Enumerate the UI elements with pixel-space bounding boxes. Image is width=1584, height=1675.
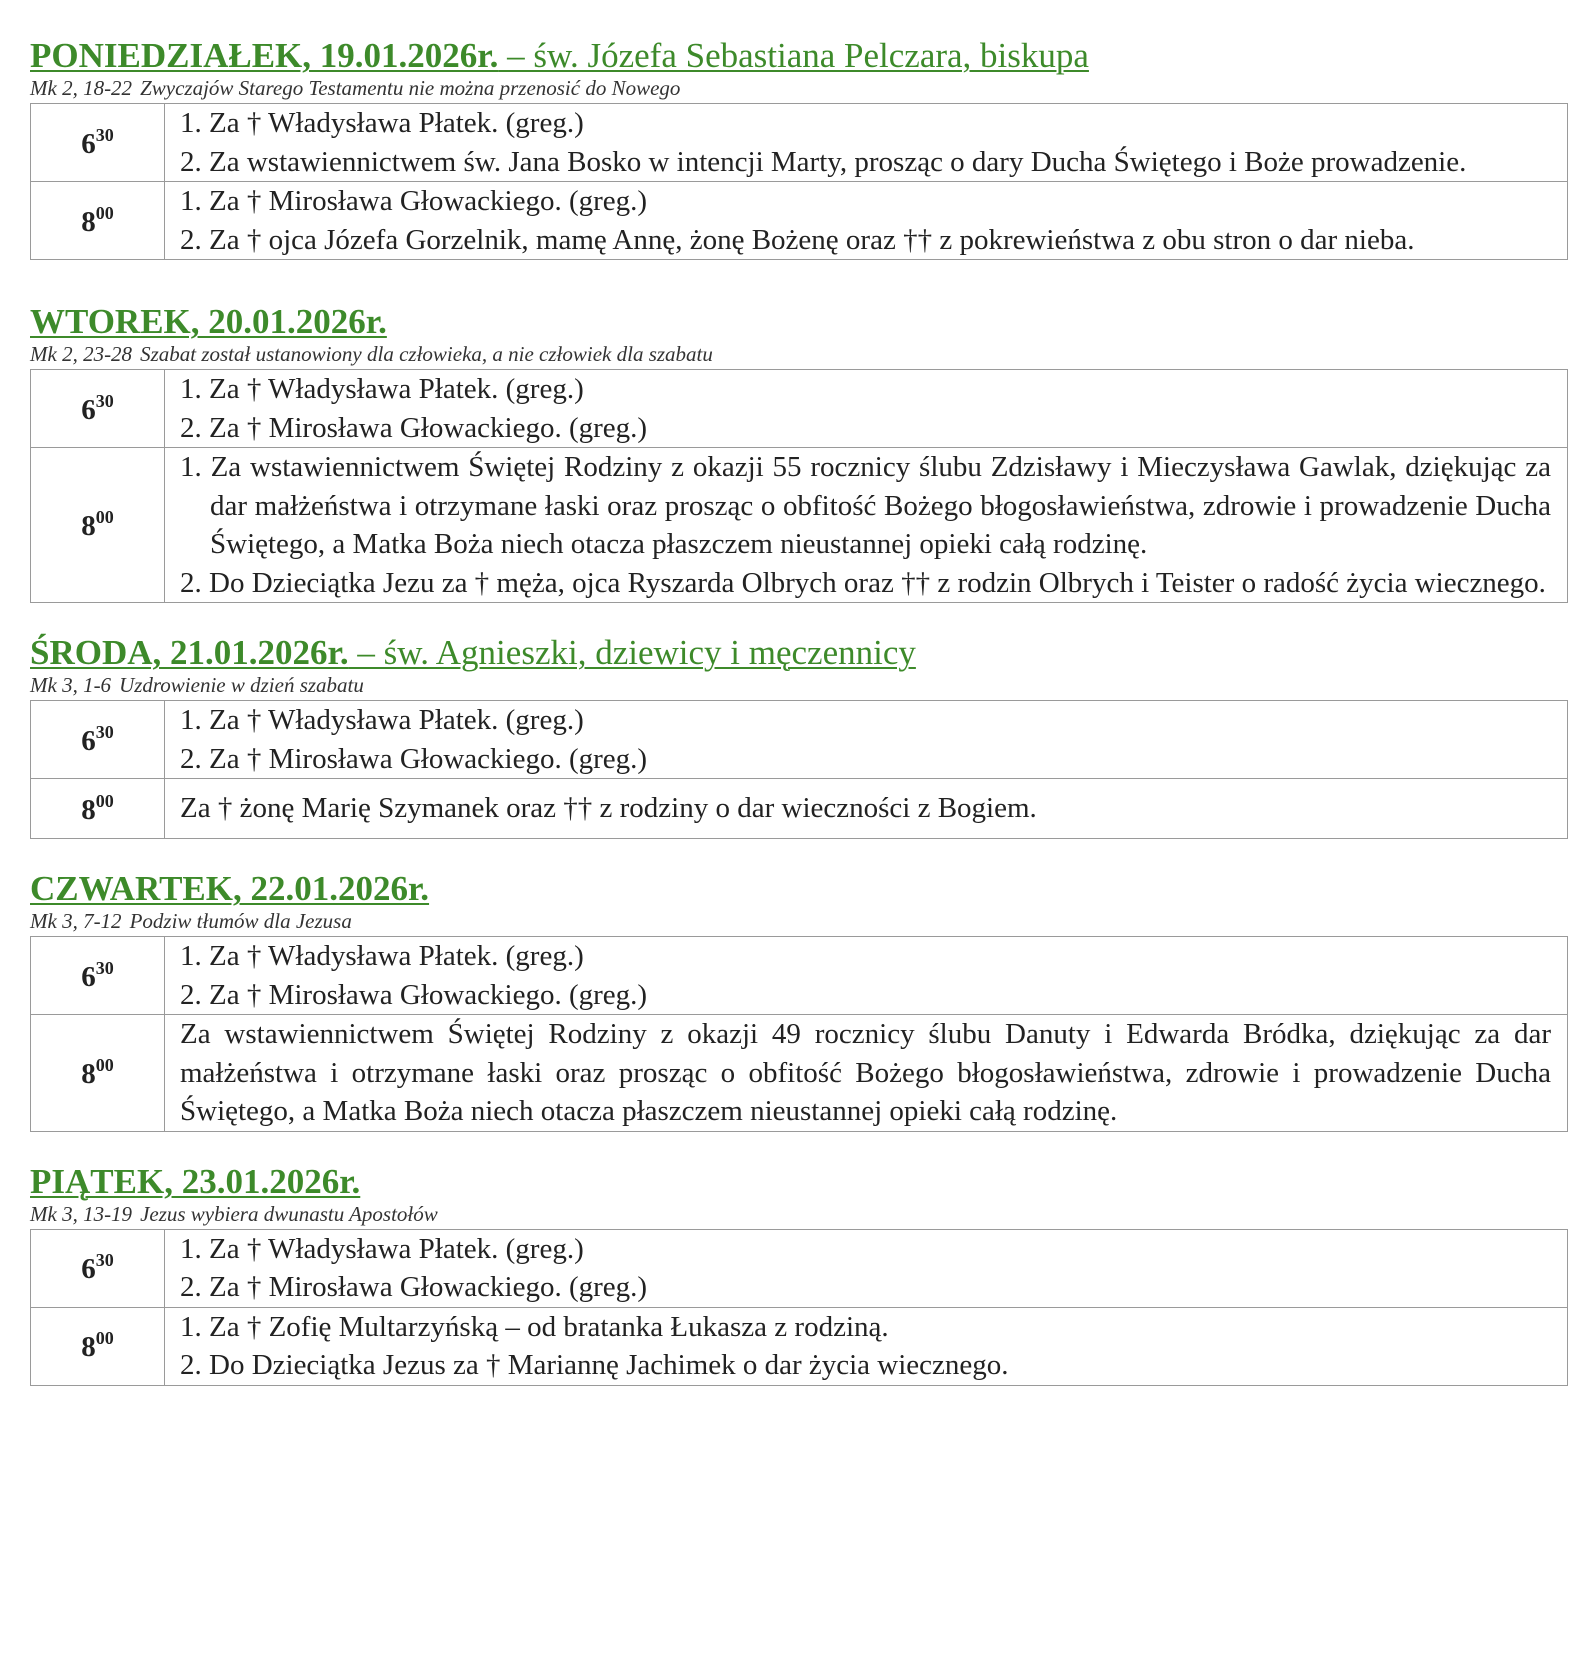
day-title [30,302,1552,342]
mass-minute: 00 [95,202,114,223]
mass-time [31,937,165,1015]
mass-row [31,1307,1568,1385]
day-section [30,1162,1552,1386]
mass-intentions [165,370,1568,448]
reading-title: Podziw tłumów dla Jezusa [129,909,352,933]
mass-hour: 8 [81,510,96,542]
mass-hour: 6 [81,393,96,426]
mass-time [31,1015,165,1132]
mass-time [31,182,165,260]
day-title [30,1162,1552,1202]
intention: 1. Za † Władysława Płatek. (greg.) [180,1232,584,1265]
intention: 2. Za wstawiennictwem św. Jana Bosko w intencji Marty, prosząc o dary Ducha Świętego i Boże prowadzenie. [180,145,1467,178]
reading-reference: Mk 3, 1-6 [30,673,112,697]
mass-hour: 8 [81,793,96,826]
mass-intentions [165,1229,1568,1307]
mass-minute: 30 [95,957,114,978]
mass-row [31,1229,1568,1307]
mass-intentions [165,937,1568,1015]
intention: Za † żonę Marię Szymanek oraz †† z rodziny o dar wieczności z Bogiem. [180,792,1037,825]
gospel-reading [30,909,1552,933]
day-date: PIĄTEK, 23.01.2026r. [30,1161,361,1201]
intention: 1. Za † Zofię Multarzyńską – od bratanka Łukasza z rodziną. [180,1310,889,1343]
day-date: WTOREK, 20.01.2026r. [30,302,387,341]
reading-title: Zwyczajów Starego Testamentu nie można przenosić do Nowego [140,76,681,100]
reading-reference: Mk 2, 23-28 [30,342,133,366]
mass-time [31,370,165,448]
mass-time [31,1307,165,1385]
mass-hour: 8 [81,205,96,238]
mass-minute: 00 [95,507,114,527]
mass-intentions [165,448,1568,603]
mass-table [30,1229,1568,1386]
reading-reference: Mk 3, 7-12 [30,909,122,933]
mass-minute: 30 [95,390,114,411]
day-section [30,869,1552,1132]
intention: 1. Za † Władysława Płatek. (greg.) [180,704,584,736]
intention: 2. Za † ojca Józefa Gorzelnik, mamę Annę, żonę Bożenę oraz †† z pokrewieństwa z obu stron o dar nieba. [180,223,1415,256]
day-saint: – św. Agnieszki, dziewicy i męczennicy [348,633,916,672]
mass-intentions [165,1307,1568,1385]
mass-hour: 8 [81,1331,96,1363]
intention: 1. Za † Władysława Płatek. (greg.) [180,107,584,139]
day-section [30,36,1552,260]
intention: 2. Za † Mirosława Głowackiego. (greg.) [180,1271,648,1303]
intention: 1. Za † Władysława Płatek. (greg.) [180,373,584,405]
mass-intentions [165,104,1568,182]
mass-row [31,370,1568,448]
mass-time [31,104,165,182]
intention: 2. Do Dzieciątka Jezu za † męża, ojca Ryszarda Olbrych oraz †† z rodzin Olbrych i Teister o radość życia wiecznego. [180,566,1546,599]
mass-intentions [165,182,1568,260]
mass-intentions [165,701,1568,779]
mass-hour: 6 [81,960,96,993]
day-section [30,302,1552,603]
day-saint: – św. Józefa Sebastiana Pelczara, biskupa [498,36,1089,75]
mass-table [30,103,1568,260]
mass-hour: 6 [81,724,96,757]
mass-time [31,779,165,839]
intention: 1. Za † Władysława Płatek. (greg.) [180,940,584,972]
mass-minute: 00 [95,1328,114,1348]
day-date: PONIEDZIAŁEK, 19.01.2026r. [30,36,499,75]
mass-row [31,701,1568,779]
mass-hour: 6 [81,1253,96,1285]
reading-reference: Mk 3, 13-19 [30,1201,133,1226]
day-date: ŚRODA, 21.01.2026r. [30,633,349,672]
day-section [30,633,1552,839]
mass-table [30,700,1568,839]
mass-hour: 6 [81,127,96,160]
reading-title: Uzdrowienie w dzień szabatu [119,673,364,697]
mass-intentions [165,779,1568,839]
day-title [30,869,1552,909]
mass-row [31,448,1568,603]
mass-table [30,936,1568,1132]
intention: Za wstawiennictwem Świętej Rodziny z okazji 49 rocznicy ślubu Danuty i Edwarda Bródka, dziękując za dar małżeństwa i otrzymane łaski oraz prosząc o obfitość Bożego błogosławieństwa, zdrowie i prowadzenie Ducha Świętego, a Matka Boża niech otacza płaszczem nieustannej opieki całą rodzinę. [180,1018,1551,1127]
reading-reference: Mk 2, 18-22 [30,76,133,100]
intention: 1. Za wstawiennictwem Świętej Rodziny z okazji 55 rocznicy ślubu Zdzisławy i Mieczysława Gawlak, dziękując za dar małżeństwa i otrzymane łaski oraz prosząc o obfitość Bożego błogosławieństwa, zdrowie i prowadzenie Ducha Świętego, a Matka Boża niech otacza płaszczem nieustannej opieki całą rodzinę. [180,451,1551,560]
mass-minute: 30 [95,1250,114,1270]
mass-time [31,701,165,779]
mass-hour: 8 [81,1057,96,1090]
mass-row [31,182,1568,260]
mass-row [31,104,1568,182]
mass-intentions [165,1015,1568,1132]
mass-table [30,369,1568,603]
intention: 2. Za † Mirosława Głowackiego. (greg.) [180,742,648,775]
gospel-reading [30,76,1552,100]
mass-minute: 30 [95,721,114,742]
intention: 2. Do Dzieciątka Jezus za † Mariannę Jachimek o dar życia wiecznego. [180,1349,1009,1381]
gospel-reading [30,673,1552,697]
day-title [30,633,1552,673]
intention: 2. Za † Mirosława Głowackiego. (greg.) [180,978,648,1011]
mass-minute: 00 [95,1054,114,1075]
day-title [30,36,1552,76]
gospel-reading [30,342,1552,366]
day-date: CZWARTEK, 22.01.2026r. [30,869,430,908]
mass-time [31,1229,165,1307]
reading-title: Jezus wybiera dwunastu Apostołów [140,1201,438,1226]
mass-minute: 00 [95,790,114,811]
intention: 2. Za † Mirosława Głowackiego. (greg.) [180,411,648,444]
gospel-reading [30,1202,1552,1226]
mass-row [31,937,1568,1015]
mass-row [31,779,1568,839]
mass-time [31,448,165,603]
reading-title: Szabat został ustanowiony dla człowieka, a nie człowiek dla szabatu [140,342,713,366]
mass-minute: 30 [95,124,114,145]
intention: 1. Za † Mirosława Głowackiego. (greg.) [180,185,648,217]
mass-row [31,1015,1568,1132]
